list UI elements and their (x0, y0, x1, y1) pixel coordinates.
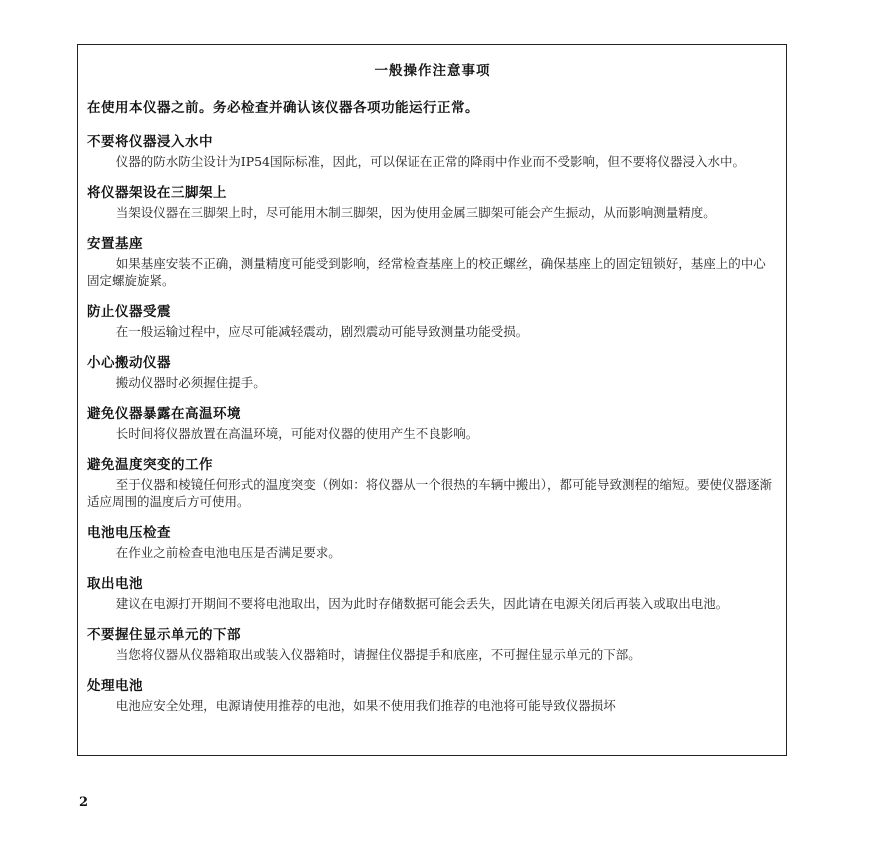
section-heading: 小心搬动仪器 (87, 355, 171, 371)
section-heading: 安置基座 (87, 236, 143, 252)
document-title: 一般操作注意事项 (374, 63, 491, 79)
section-heat (87, 406, 778, 442)
section-heading: 不要握住显示单元的下部 (87, 627, 241, 643)
section-body: 如果基座安装不正确，测量精度可能受到影响，经常检查基座上的校正螺丝，确保基座上的固定钮锁好，基座上的中心固定螺旋旋紧。 (87, 256, 766, 288)
section-heading: 处理电池 (87, 678, 143, 694)
section-body: 搬动仪器时必须握住提手。 (115, 375, 266, 390)
section-tripod (87, 185, 778, 221)
section-heading: 避免温度突变的工作 (87, 457, 213, 473)
section-heading: 防止仪器受震 (87, 304, 171, 320)
section-heading: 电池电压检查 (87, 525, 171, 541)
section-display-unit (87, 627, 778, 663)
section-heading: 将仪器架设在三脚架上 (87, 185, 227, 201)
section-body: 至于仪器和棱镜任何形式的温度突变（例如：将仪器从一个很热的车辆中搬出），都可能导致测程的缩短。要使仪器逐渐适应周围的温度后方可使用。 (87, 477, 773, 509)
section-body: 电池应安全处理，电源请使用推荐的电池，如果不使用我们推荐的电池将可能导致仪器损坏 (115, 698, 616, 713)
section-battery-voltage (87, 525, 778, 561)
section-tribrach (87, 236, 778, 289)
section-body: 当您将仪器从仪器箱取出或装入仪器箱时，请握住仪器提手和底座，不可握住显示单元的下部。 (115, 647, 641, 662)
page-number: 2 (79, 795, 89, 810)
section-body: 当架设仪器在三脚架上时，尽可能用木制三脚架，因为使用金属三脚架可能会产生振动，从而影响测量精度。 (115, 205, 716, 220)
section-waterproof (87, 134, 778, 170)
section-heading: 避免仪器暴露在高温环境 (87, 406, 241, 422)
section-heading: 不要将仪器浸入水中 (87, 134, 213, 150)
section-body: 建议在电源打开期间不要将电池取出，因为此时存储数据可能会丢失，因此请在电源关闭后再装入或取出电池。 (115, 596, 729, 611)
section-body: 在一般运输过程中，应尽可能减轻震动，剧烈震动可能导致测量功能受损。 (115, 324, 529, 339)
section-shock (87, 304, 778, 340)
section-battery-disposal (87, 678, 778, 714)
section-body: 仪器的防水防尘设计为IP54国际标准，因此，可以保证在正常的降雨中作业而不受影响，但不要将仪器浸入水中。 (115, 154, 746, 169)
section-carry (87, 355, 778, 391)
notice-box (77, 44, 787, 756)
section-heading: 取出电池 (87, 576, 143, 592)
section-temperature-change (87, 457, 778, 510)
section-body: 长时间将仪器放置在高温环境，可能对仪器的使用产生不良影响。 (115, 426, 479, 441)
intro-text: 在使用本仪器之前。务必检查并确认该仪器各项功能运行正常。 (87, 100, 479, 116)
section-remove-battery (87, 576, 778, 612)
section-body: 在作业之前检查电池电压是否满足要求。 (115, 545, 341, 560)
